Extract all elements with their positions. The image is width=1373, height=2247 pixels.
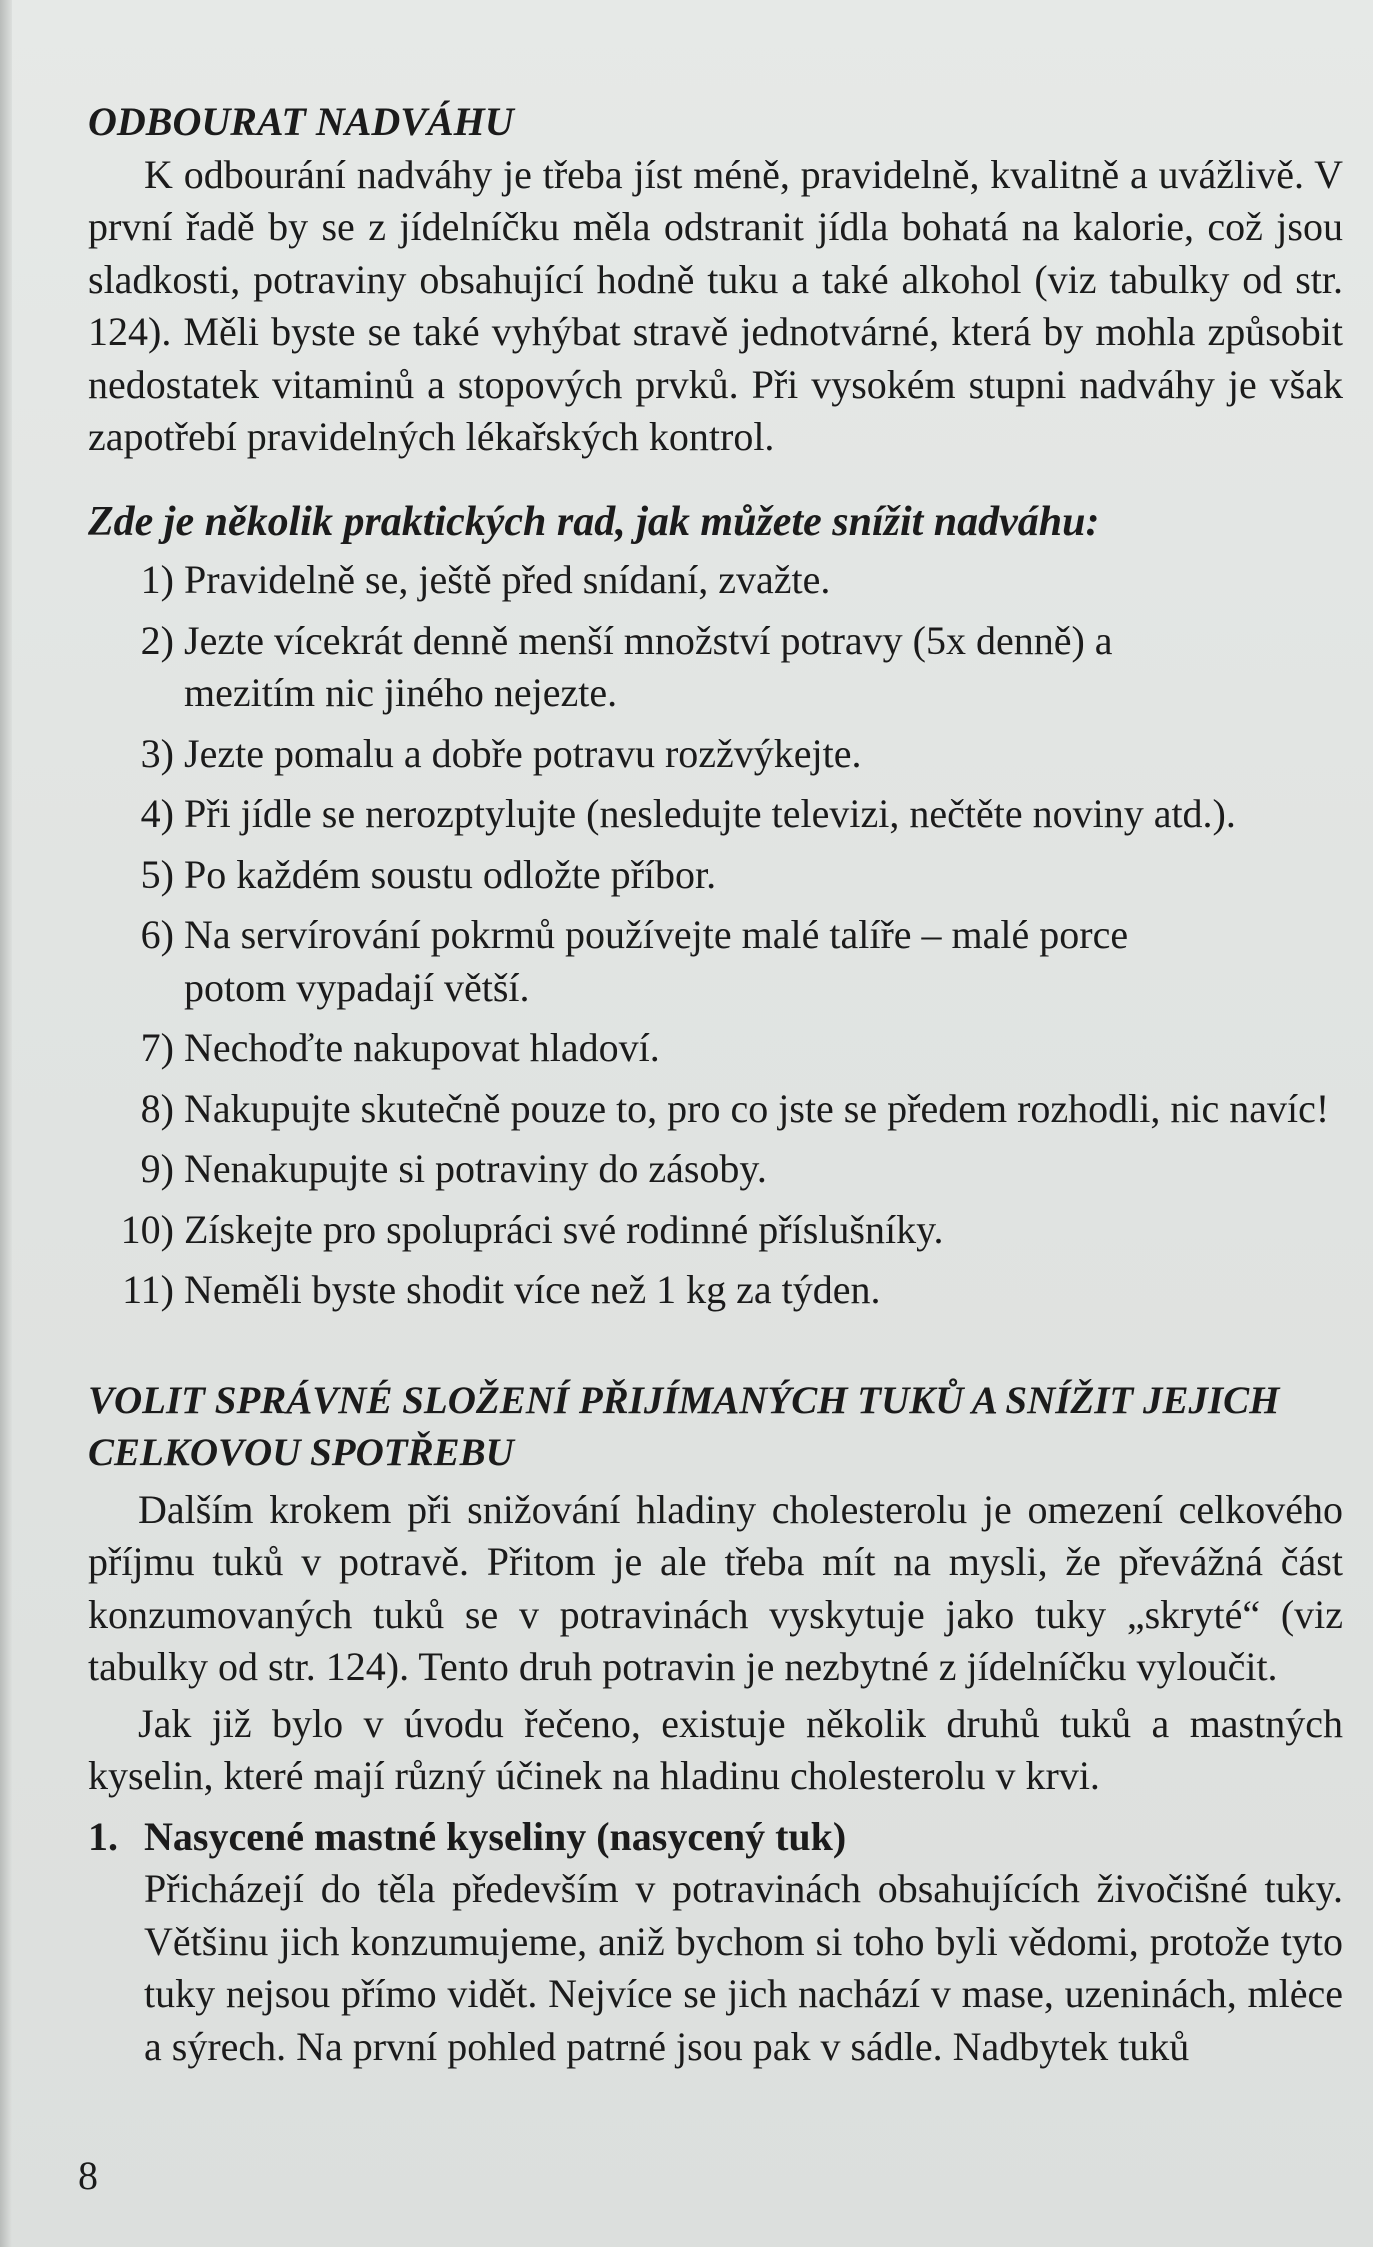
section-reduce-overweight <box>88 96 1343 1317</box>
section-fat-intake <box>88 1375 1343 2074</box>
list-item <box>88 1083 1343 1136</box>
list-item <box>88 849 1343 902</box>
list-item-number: 10) <box>120 1206 174 1252</box>
list-item-text: Na servírování pokrmů používejte malé talíře – malé porce potom vypadají větší. <box>184 912 1129 1010</box>
list-item-text: Pravidelně se, ještě před snídaní, zvažte. <box>184 557 831 602</box>
numbered-item-title: Nasycené mastné kyseliny (nasycený tuk) <box>144 1813 847 1859</box>
numbered-item-text: Přicházejí do těla především v potravinách obsahujících živočišné tuky. Většinu jich konzumujeme, aniž bychom si toho byli vědomi, protože tyto tuky nejsou přímo vidět. Nejvíce se jich nachází v mase, uzeninách, mlėce a sýrech. Na první pohled patrné jsou pak v sádle. Nadbytek tuků <box>144 1866 1343 2069</box>
list-item-number: 5) <box>140 851 174 897</box>
numbered-item <box>88 1811 1343 2074</box>
page-spine-shadow <box>0 0 12 2247</box>
list-item <box>88 1022 1343 1075</box>
numbered-item-number: 1. <box>88 1813 118 1859</box>
tips-heading: Zde je několik praktických rad, jak můžete snížit nadváhu: <box>88 498 1100 545</box>
list-item <box>88 1204 1343 1257</box>
section-paragraph: Dalším krokem při snižování hladiny cholesterolu je omezení celkového příjmu tuků v potravě. Přitom je ale třeba mít na mysli, že převážná část konzumovaných tuků se v potravinách vyskytuje jako tuky „skryté“ (viz tabulky od str. 124). Tento druh potravin je nezbytné z jídelníčku vyloučit. <box>88 1486 1343 1689</box>
list-item <box>88 728 1343 781</box>
list-item-text: Nakupujte skutečně pouze to, pro co jste se předem rozhodli, nic navíc! <box>184 1085 1330 1131</box>
page-number: 8 <box>78 2153 98 2198</box>
list-item-number: 4) <box>140 791 174 836</box>
list-item-text: Po každém soustu odložte příbor. <box>184 851 717 897</box>
list-item-number: 8) <box>140 1085 174 1131</box>
list-item-number: 3) <box>140 730 174 776</box>
list-item-text: Jezte vícekrát denně menší množství potravy (5x denně) a mezitím nic jiného nejezte. <box>184 617 1113 715</box>
list-item <box>88 554 1343 607</box>
list-item-text: Neměli byste shodit více než 1 kg za týden. <box>184 1267 881 1312</box>
section-heading: VOLIT SPRÁVNÉ SLOŽENÍ PŘIJÍMANÝCH TUKŮ A SNÍŽIT JEJICH CELKOVOU SPOTŘEBU <box>88 1378 1280 1474</box>
list-item-number: 7) <box>140 1025 174 1070</box>
list-item <box>88 1264 1343 1317</box>
list-item-text: Nechoďte nakupovat hladoví. <box>184 1025 660 1070</box>
section-paragraph: Jak již bylo v úvodu řečeno, existuje několik druhů tuků a mastných kyselin, které mají různý účinek na hladinu cholesterolu v krvi. <box>88 1700 1343 1798</box>
list-item-text: Jezte pomalu a dobře potravu rozžvýkejte. <box>184 730 862 776</box>
list-item-number: 9) <box>140 1146 174 1191</box>
list-item-text: Získejte pro spolupráci své rodinné příslušníky. <box>184 1206 944 1252</box>
section-paragraph: K odbourání nadváhy je třeba jíst méně, pravidelně, kvalitně a uvážlivě. V první řadě by se z jídelníčku měla odstranit jídla bohatá na kalorie, což jsou sladkosti, potraviny obsahující hodně tuku a také alkohol (viz tabulky od str. 124). Měli byste se také vyhýbat stravě jednotvárné, která by mohla způsobit nedostatek vitaminů a stopových prvků. Při vysokém stupni nadváhy je však zapotřebí pravidelných lékařských kontrol. <box>88 151 1343 459</box>
tips-list <box>88 554 1343 1317</box>
list-item <box>88 788 1343 841</box>
list-item-text: Nenakupujte si potraviny do zásoby. <box>184 1146 767 1191</box>
list-item <box>88 909 1343 1014</box>
numbered-item-body <box>144 1811 1343 2074</box>
list-item-number: 1) <box>140 557 174 602</box>
list-item-text: Při jídle se nerozptylujte (nesledujte televizi, nečtěte noviny atd.). <box>184 791 1236 836</box>
list-item-number: 11) <box>122 1267 174 1312</box>
list-item <box>88 615 1343 720</box>
section-heading: ODBOURAT NADVÁHU <box>88 99 514 144</box>
list-item <box>88 1143 1343 1196</box>
list-item-number: 6) <box>140 912 174 957</box>
list-item-number: 2) <box>140 617 174 663</box>
